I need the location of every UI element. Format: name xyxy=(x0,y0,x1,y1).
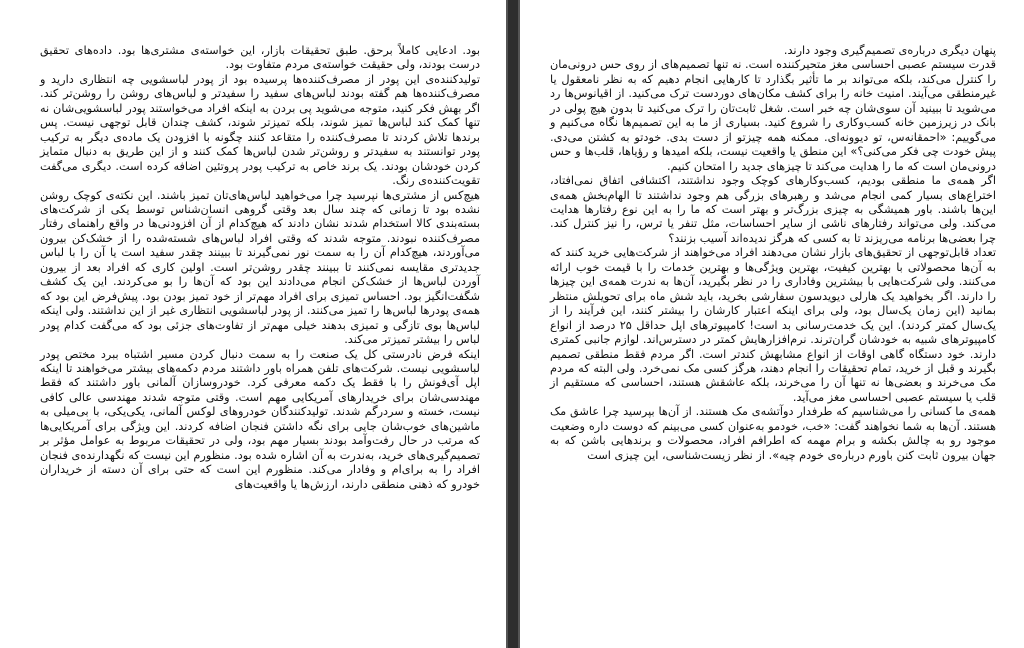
left-paragraph-1: بود. ادعایی کاملاً برحق. طبق تحقیقات بازار، این خواسته‌ی مشتری‌ها بود. داده‌های تحقیق درست بودند، ولی حقیقت خواسته‌ی مردم متفاوت بود. xyxy=(40,44,480,72)
right-page xyxy=(520,0,1024,648)
left-paragraph-4: اینکه فرض نادرستی کل یک صنعت را به سمت دنبال کردن مسیر اشتباه ببرد مختص پودر لباسشویی نیست. شرکت‌های تلفن همراه باور داشتند مردم دکمه‌های بیشتر می‌خواهند تا اینکه اپل آی‌فونش را با فقط یک دکمه معرفی کرد. خودروسازان آلمانی باور داشتند که فقط مهندسی‌شان برای خریدارهای آمریکایی مهم است. وقتی متوجه شدند مهندسی عالی کافی نیست، خسته و سردرگم شدند. تولیدکنندگان خودروهای لوکس آلمانی، یکی‌یکی، با بی‌میلی به ماشین‌های خوب‌شان جایی برای نگه داشتن فنجان اضافه کردند. این ویژگی برای آمریکایی‌ها که مرتب در حال رفت‌وآمد بودند بسیار مهم بود، ولی در تحقیقات مربوط به عوامل مؤثر بر تصمیم‌گیری‌های خرید، به‌ندرت به آن اشاره شده بود. منظورم این نیست که نگهدارنده‌ی فنجان افراد را به برای‌ام و وفادار می‌کند. منظورم این است که حتی برای آن دسته از خریداران خودرو که ذهنی منطقی دارند، ارزش‌ها یا واقعیت‌های xyxy=(40,347,480,491)
left-page-text xyxy=(40,44,480,492)
right-paragraph-1: پنهان دیگری درباره‌ی تصمیم‌گیری وجود دارند. xyxy=(783,44,996,57)
left-page xyxy=(0,0,506,648)
right-paragraph-4: تعداد قابل‌توجهی از تحقیق‌های بازار نشان می‌دهند افراد می‌خواهند از شرکت‌هایی خرید کنند که به آن‌ها محصولاتی با بهترین کیفیت، بهترین ویژگی‌ها و بهترین خدمات را با قیمت خوب ارائه می‌کنند. ولی شرکت‌هایی با بیشترین وفاداری را در نظر بگیرید، آن‌ها به ندرت همه‌ی این چیزها را دارند. اگر بخواهید یک هارلی دیویدسون سفارشی بخرید، باید شش ماه برای تحویلش منتظر بمانید (این زمان یک‌سال بود، ولی برای اینکه اعتبار کارشان را بیشتر کنند، این فرآیند را از یک‌سال کمتر کردند). این یک خدمت‌رسانی بد است! کامپیوترهای اپل حداقل ۲۵ درصد از انواع کامپیوترهای شبیه به خودشان گران‌ترند. نرم‌افزارهایش کمتر در دسترس‌اند. لوازم جانبی کمتری دارند. خود دستگاه گاهی اوقات از انواع مشابهش کندتر است. اگر مردم فقط منطقی تصمیم بگیرند و قبل از خرید، تمام تحقیقات را انجام دهند، هرگز کسی مک نمی‌خرد. ولی البته که مردم مک می‌خرند و بعضی‌ها نه تنها آن را می‌خرند، بلکه عاشقش هستند، احساسی که مستقیم از قلب یا سیستم عصبی احساسی مغز می‌آید. xyxy=(550,246,996,404)
left-paragraph-2: تولیدکننده‌ی این پودر از مصرف‌کننده‌ها پرسیده بود از پودر لباسشویی چه انتظاری دارید و مصرف‌کننده‌ها هم گفته بودند لباس‌های سفید را سفیدتر و لباس‌های روشن را روشن‌تر کند. اگر بهش فکر کنید، متوجه می‌شوید پی بردن به اینکه افراد می‌خواستند پودر لباسشویی‌شان نه تنها کمک کند لباس‌ها تمیز شوند، بلکه تمیزتر شوند، کشف چندان قابل توجهی نیست. پس برندها تلاش کردند تا مصرف‌کننده را متقاعد کنند چگونه با افزودن یک ماده‌ی دیگر به ترکیب پودر توانستند به سفیدتر و روشن‌تر شدن لباس‌ها کمک کنند و از این طریق به دنبال متمایز کردن خودشان بودند. یک برند خاص به ترکیب پودر پروتئین اضافه کرده است. دیگری می‌گفت تقویت‌کننده‌ی رنگ. xyxy=(40,72,480,188)
left-paragraph-3: هیچ‌کس از مشتری‌ها نپرسید چرا می‌خواهید لباس‌های‌تان تمیز باشند. این نکته‌ی کوچک روشن نشده بود تا زمانی که چند سال بعد وقتی گروهی انسان‌شناس توسط یکی از شرکت‌های بسته‌بندی کالا استخدام شدند نشان دادند که هیچ‌کدام از آن افزودنی‌ها در واقع راهنمای رفتار مصرف‌کننده نبودند. متوجه شدند که وقتی افراد لباس‌های شسته‌شده را از خشک‌کن بیرون می‌آوردند، هیچ‌کدام آن را به سمت نور نمی‌گیرند تا ببینند چقدر سفید است یا آن را با لباس جدیدتری مقایسه نمی‌کنند تا ببینند چقدر روشن‌تر است. اولین کاری که افراد بعد از بیرون آوردن لباس‌ها از خشک‌کن انجام می‌دادند این بود که آن‌ها را بو می‌کردند. این یک کشف شگفت‌انگیز بود. احساس تمیزی برای افراد مهم‌تر از خود تمیز بودن بود. پیش‌فرض این بود که همه‌ی پودرها لباس‌ها را تمیز می‌کنند. از پودر لباسشویی انتظاری غیر از این نداشتند. ولی اینکه لباس‌ها بوی تازگی و تمیزی بدهند خیلی مهم‌تر از تفاوت‌های جزئی بود که می‌گفت کدام پودر لباس را بیشتر تمیزتر می‌کند. xyxy=(40,188,480,347)
right-paragraph-5: همه‌ی ما کسانی را می‌شناسیم که طرفدار دوآتشه‌ی مک هستند. از آن‌ها بپرسید چرا عاشق مک هستند. آن‌ها به شما نخواهند گفت: «خب، خودمو به‌عنوان کسی می‌بینم که دوست داره وضعیت موجود رو به چالش بکشه و برام مهمه که اطرافم افراد، محصولات و برندهایی باشن که به جهان بیرون ثابت کنن باورم درباره‌ی خودم چیه». از نظر زیست‌شناسی، این چیزی است xyxy=(550,405,996,462)
book-gutter xyxy=(506,0,520,648)
right-paragraph-2: قدرت سیستم عصبی احساسی مغز متحیرکننده است. نه تنها تصمیم‌های از روی حس درونی‌مان را کنترل می‌کند، بلکه می‌تواند بر ما تأثیر بگذارد تا کارهایی انجام دهیم که به نظر نامعقول یا غیرمنطقی می‌آیند. امنیت خانه را برای کشف مکان‌های دوردست ترک می‌کنید. از اقیانوس‌ها رد می‌شوید تا ببینید آن سوی‌شان چه خبر است. شغل ثابت‌تان را ترک می‌کنید تا بدون هیچ پولی در بانک در زیرزمین خانه کسب‌وکاری را شروع کنید. بسیاری از ما به این تصمیم‌ها نگاه می‌کنیم و می‌گوییم: «احمقانه‌س، تو دیوونه‌ای. ممکنه همه چیزتو از دست بدی. خودتو به کشتن می‌دی. پیش خودت چی فکر می‌کنی؟» این منطق یا واقعیت نیست، بلکه امیدها و رؤیاها، قلب‌ها و حس درونی‌مان است که ما را هدایت می‌کند تا چیزهای جدید را امتحان کنیم. xyxy=(550,58,996,173)
right-page-text xyxy=(550,44,996,463)
right-paragraph-3: اگر همه‌ی ما منطقی بودیم، کسب‌وکارهای کوچک وجود نداشتند، اکتشافی اتفاق نمی‌افتاد، اختراع‌های بسیار کمی انجام می‌شد و رهبرهای بزرگی هم وجود نداشتند تا الهام‌بخش همه‌ی این‌ها باشند. باور همیشگی به چیزی بزرگ‌تر و بهتر است که ما را به این نوع رفتارها هدایت می‌کند. ولی می‌تواند رفتارهای ناشی از سایر احساسات، مثل تنفر یا ترس، را نیز کنترل کند. چرا بعضی‌ها برنامه می‌ریزند تا به کسی که هرگز ندیده‌اند آسیب بزنند؟ xyxy=(550,174,996,245)
gutter-edge-left xyxy=(506,0,508,648)
